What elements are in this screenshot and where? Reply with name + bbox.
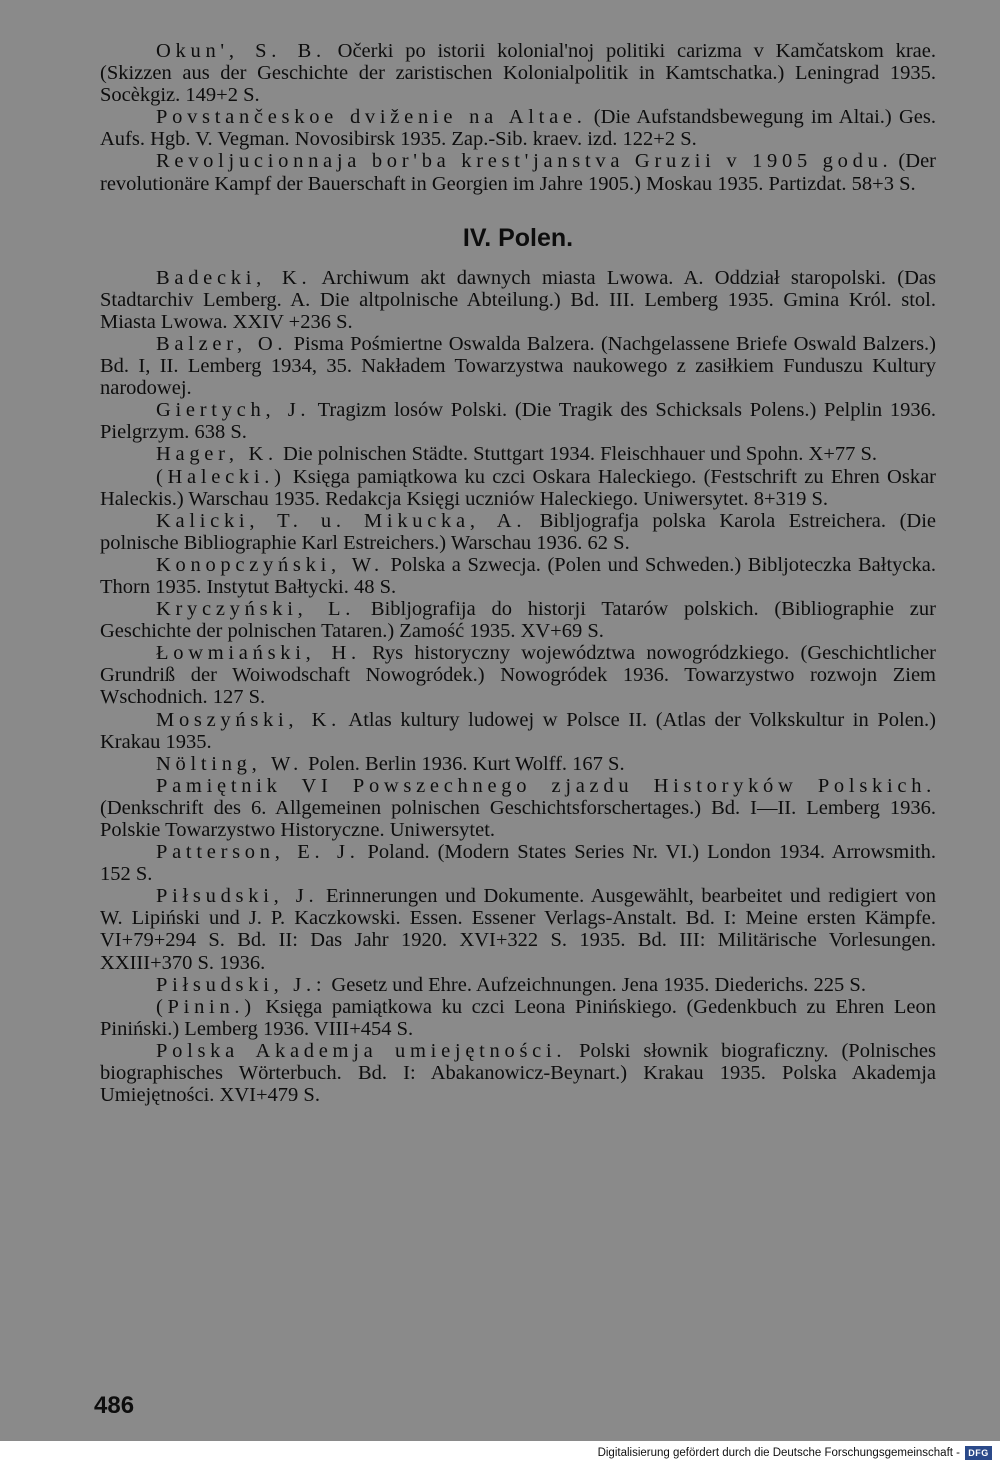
entry-text: Pisma Pośmiertne Oswalda Balzera. (Nachgelassene Briefe Oswald Balzers.) Bd. I, II. Lemberg 1934, 35. Nakładem Towarzystwa naukowego z zasiłkiem Funduszu Kultury narodowej. [100, 332, 936, 400]
entry-author: Piłsudski, J. [156, 885, 319, 908]
bib-entry [100, 466, 936, 510]
entry-text: (Denkschrift des 6. Allgemeinen polnischen Geschichtsforschertages.) Bd. I—II. Lemberg 1936. Polskie Towarzystwo Historyczne. Uniwersytet. [100, 796, 936, 841]
footer-credit: Digitalisierung gefördert durch die Deutsche Forschungsgemeinschaft - [597, 1447, 960, 1459]
dfg-logo-icon: DFG [965, 1446, 992, 1460]
page-body [100, 40, 936, 1106]
ru-entries [100, 40, 936, 195]
entry-text: Die polnischen Städte. Stuttgart 1934. Fleischhauer und Spohn. X+77 S. [277, 443, 878, 466]
entry-text: Poland. (Modern States Series Nr. VI.) London 1934. Arrowsmith. 152 S. [100, 841, 936, 886]
entry-text: Gesetz und Ehre. Aufzeichnungen. Jena 1935. Diederichs. 225 S. [326, 973, 866, 996]
bib-entry [100, 267, 936, 333]
entry-text: Polska a Szwecja. (Polen und Schweden.) Bibljoteczka Bałtycka. Thorn 1935. Instytut Bałtycki. 48 S. [100, 553, 936, 598]
entry-text: (Die Aufstandsbewegung im Altai.) Ges. Aufs. Hgb. V. Vegman. Novosibirsk 1935. Zap.-Sib. kraev. izd. 122+2 S. [100, 106, 936, 151]
entry-author: Piłsudski, J.: [156, 973, 327, 996]
bib-entry [100, 642, 936, 708]
bib-entry [100, 150, 936, 194]
pl-entries [100, 267, 936, 1107]
entry-author: Pamiętnik VI Powszechnego zjazdu Historyków Polskich. [156, 774, 936, 797]
entry-author: Okun', S. B. [156, 40, 326, 62]
page-number: 486 [94, 1392, 135, 1419]
entry-author: Kryczyński, L. [156, 598, 356, 621]
entry-text: Erinnerungen und Dokumente. Ausgewählt, bearbeitet und redigiert von W. Lipiński und J. P. Kaczkowski. Essen. Essener Verlags-Anstalt. Bd. I: Meine ersten Kämpfe. VI+79+294 S. Bd. II: Das Jahr 1920. XVI+322 S. 1935. Bd. III: Militärische Vorlesungen. XXIII+370 S. 1936. [100, 885, 936, 974]
entry-author: Hager, K. [156, 443, 278, 466]
entry-text: Rys historyczny województwa nowogródzkiego. (Geschichtlicher Grundriß der Woiwodschaft Nowogródek.) Nowogródek 1936. Towarzystwo rozwojn Ziem Wschodnich. 127 S. [100, 642, 936, 709]
entry-author: Nölting, W. [156, 752, 303, 775]
entry-author: Polska Akademja umiejętności. [156, 1039, 567, 1062]
bib-entry [100, 554, 936, 598]
entry-text: (Der revolutionäre Kampf der Bauerschaft in Georgien im Jahre 1905.) Moskau 1935. Partizdat. 58+3 S. [100, 150, 936, 195]
entry-author: Revoljucionnaja bor'ba krest'janstva Gruzii v 1905 godu. [156, 150, 893, 173]
entry-author: (Halecki.) [156, 465, 286, 488]
entry-author: Giertych, J. [156, 399, 311, 422]
bib-entry [100, 974, 936, 996]
bib-entry [100, 510, 936, 554]
entry-text: Polski słownik biograficzny. (Polnisches biographisches Wörterbuch. Bd. I: Abakanowicz-Beynart.) Krakau 1935. Polska Akademja Umiejętności. XVI+479 S. [100, 1039, 936, 1107]
entry-text: Księga pamiątkowa ku czci Oskara Haleckiego. (Festschrift zu Ehren Oskar Haleckis.) Warschau 1935. Redakcja Księgi uczniów Haleckiego. Uniwersytet. 8+319 S. [100, 465, 936, 510]
entry-author: Konopczyński, W. [156, 553, 384, 576]
bib-entry [100, 996, 936, 1040]
entry-author: Povstančeskoe dviženie na Altae. [156, 106, 587, 129]
bib-entry [100, 1040, 936, 1106]
bib-entry [100, 399, 936, 443]
entry-text: Tragizm losów Polski. (Die Tragik des Schicksals Polens.) Pelplin 1936. Pielgrzym. 638 S. [100, 399, 937, 444]
bib-entry [100, 443, 936, 465]
bib-entry [100, 775, 936, 841]
entry-text: Polen. Berlin 1936. Kurt Wolff. 167 S. [302, 752, 625, 775]
bib-entry [100, 709, 936, 753]
bib-entry [100, 753, 936, 775]
entry-text: Księga pamiątkowa ku czci Leona Pinińskiego. (Gedenkbuch zu Ehren Leon Piniński.) Lemberg 1936. VIII+454 S. [100, 995, 936, 1040]
entry-author: Balzer, O. [156, 332, 288, 355]
section-heading: IV. Polen. [462, 223, 574, 252]
bib-entry [100, 40, 936, 106]
entry-text: Bibljografja polska Karola Estreichera. (Die polnische Bibliographie Karl Estreichers.) Warschau 1936. 62 S. [100, 509, 936, 554]
bib-entry [100, 333, 936, 399]
entry-author: Patterson, E. J. [156, 841, 360, 864]
bib-entry [100, 598, 936, 642]
entry-text: Atlas kultury ludowej w Polsce II. (Atlas der Volkskultur in Polen.) Krakau 1935. [100, 708, 937, 753]
entry-text: Archiwum akt dawnych miasta Lwowa. A. Oddział staropolski. (Das Stadtarchiv Lemberg. A. Die altpolnische Abteilung.) Bd. III. Lemberg 1935. Gmina Król. stol. Miasta Lwowa. XXIV +236 S. [100, 266, 936, 333]
bib-entry [100, 885, 936, 973]
footer-bar [0, 1441, 1000, 1465]
entry-author: Moszyński, K. [156, 708, 341, 731]
entry-text: Bibljografija do historji Tatarów polskich. (Bibliographie zur Geschichte der polnischen Tataren.) Zamość 1935. XV+69 S. [100, 598, 936, 643]
entry-author: Kalicki, T. u. Mikucka, A. [156, 509, 527, 532]
entry-author: (Pinin.) [156, 995, 256, 1018]
entry-author: Łowmiański, H. [156, 642, 361, 665]
entry-author: Badecki, K. [156, 266, 312, 289]
bib-entry [100, 841, 936, 885]
entry-text: Očerki po istorii kolonial'noj politiki carizma v Kamčatskom krae. (Skizzen aus der Geschichte der zaristischen Kolonialpolitik in Kamtschatka.) Leningrad 1935. Socèkgiz. 149+2 S. [100, 40, 937, 107]
bib-entry [100, 106, 936, 150]
